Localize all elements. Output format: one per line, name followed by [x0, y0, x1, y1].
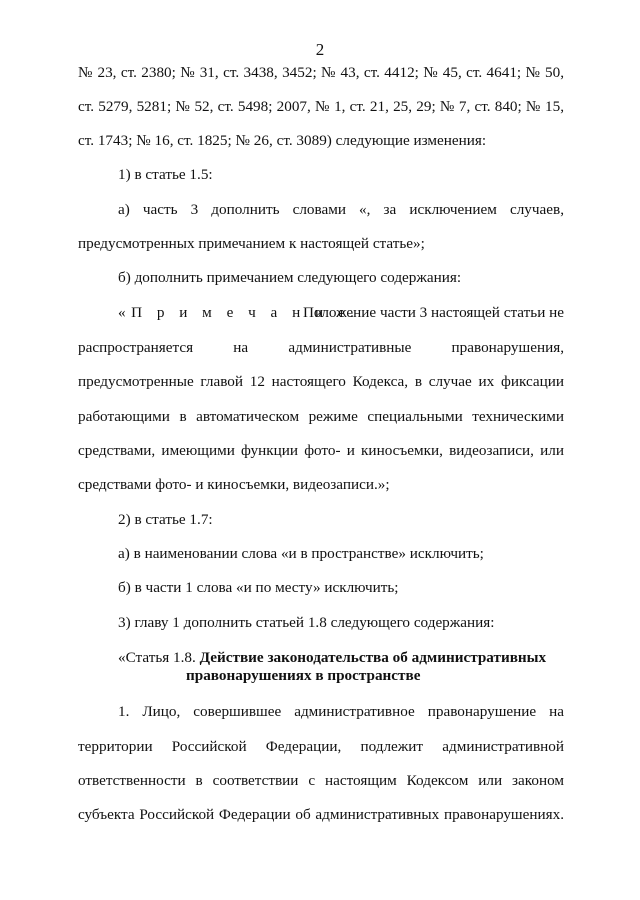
text-line-2: ст. 5279, 5281; № 52, ст. 5498; 2007, № 1, ст. 21, 25, 29; № 7, ст. 840; № 15,: [78, 98, 564, 115]
article-number: «Статья 1.8.: [118, 649, 196, 666]
article-title: Действие законодательства об административных: [199, 649, 547, 666]
note-line-4: работающими в автоматическом режиме специальными техническими: [78, 408, 564, 425]
note-line-3: предусмотренные главой 12 настоящего Кодекса, в случае их фиксации: [78, 373, 564, 390]
clause-1-line-3: ответственности в соответствии с настоящим Кодексом или законом: [78, 772, 564, 789]
item-a-line-1: а) часть 3 дополнить словами «, за исключением случаев,: [118, 201, 564, 218]
item-2b: б) в части 1 слова «и по месту» исключить;: [118, 579, 399, 596]
text-line-1: № 23, ст. 2380; № 31, ст. 3438, 3452; № 43, ст. 4412; № 45, ст. 4641; № 50,: [78, 64, 564, 81]
note-text-start: Положение части 3 настоящей статьи не: [302, 304, 564, 321]
item-b-note: б) дополнить примечанием следующего содержания:: [118, 269, 462, 286]
clause-1-line-1: 1. Лицо, совершившее административное правонарушение на: [118, 703, 564, 720]
item-3-add-article: 3) главу 1 дополнить статьей 1.8 следующего содержания:: [118, 614, 495, 631]
note-label: «П р и м е ч а н и е.: [118, 304, 360, 321]
item-2a: а) в наименовании слова «и в пространстве» исключить;: [118, 545, 484, 562]
text-line-3: ст. 1743; № 16, ст. 1825; № 26, ст. 3089) следующие изменения:: [78, 132, 487, 149]
item-1-article-1-5: 1) в статье 1.5:: [118, 166, 213, 183]
article-title-line-2: правонарушениях в пространстве: [186, 667, 421, 684]
clause-1-line-4: субъекта Российской Федерации об административных правонарушениях.: [78, 806, 564, 823]
note-line-6: средствами фото- и киносъемки, видеозаписи.»;: [78, 476, 390, 493]
note-first-line: [118, 303, 564, 323]
note-line-2: распространяется на административные правонарушения,: [78, 339, 564, 356]
clause-1-line-2: территории Российской Федерации, подлежит административной: [78, 738, 564, 755]
page-number: 2: [315, 40, 325, 59]
item-a-line-2: предусмотренных примечанием к настоящей статье»;: [78, 235, 425, 252]
item-2-article-1-7: 2) в статье 1.7:: [118, 511, 213, 528]
note-line-5: средствами, имеющими функции фото- и киносъемки, видеозаписи, или: [78, 442, 564, 459]
article-1-8-heading: [118, 648, 564, 668]
